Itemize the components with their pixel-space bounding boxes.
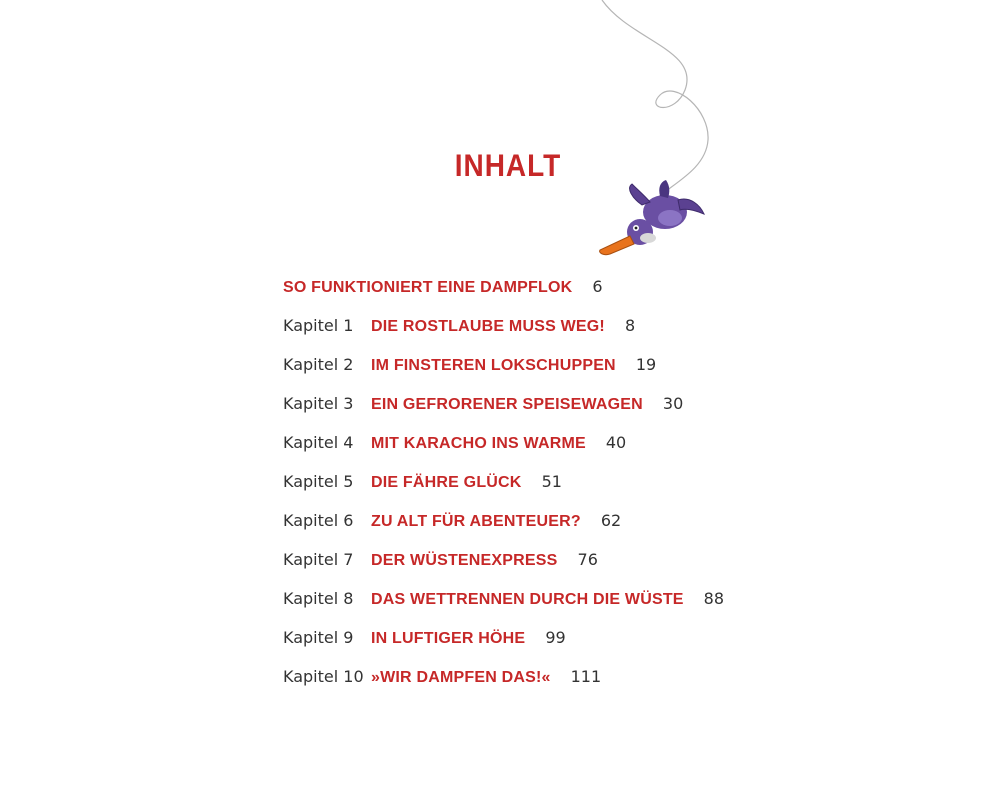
chapter-label: Kapitel 10 [283,667,364,686]
chapter-page-number: 76 [577,550,598,569]
toc-chapter-2[interactable] [283,355,656,379]
chapter-page-number: 51 [541,472,562,491]
chapter-page-number: 62 [600,511,622,530]
chapter-label: Kapitel 2 [283,355,354,374]
string-line [602,0,708,200]
chapter-title: DER WÜSTENEXPRESS [371,552,558,569]
chapter-label: Kapitel 4 [283,433,354,452]
chapter-title: IN LUFTIGER HÖHE [371,630,526,647]
toc-chapter-1[interactable] [283,316,635,340]
toc-intro-entry[interactable] [283,277,603,301]
chapter-label: Kapitel 6 [283,511,354,530]
hanging-bird-icon [590,0,730,270]
toc-chapter-10[interactable] [283,667,601,691]
chapter-title: DAS WETTRENNEN DURCH DIE WÜSTE [371,591,684,608]
chapter-label: Kapitel 5 [283,472,354,491]
chapter-page-number: 99 [545,628,566,647]
bird-tail [659,180,669,198]
chapter-page-number: 40 [605,433,627,452]
toc-chapter-3[interactable] [283,394,683,418]
bird-beak [600,236,634,255]
toc-chapter-6[interactable] [283,511,621,535]
bird-figure [600,180,704,255]
chapter-title: MIT KARACHO INS WARME [371,435,586,452]
bird-belly [658,210,682,226]
toc-chapter-7[interactable] [283,550,598,574]
intro-page-number: 6 [592,277,603,296]
toc-chapter-4[interactable] [283,433,626,457]
chapter-title: DIE FÄHRE GLÜCK [371,474,522,491]
bird-collar [640,233,656,243]
chapter-title: DIE ROSTLAUBE MUSS WEG! [371,318,605,335]
chapter-label: Kapitel 3 [283,394,354,413]
chapter-page-number: 88 [703,589,725,608]
intro-title: SO FUNKTIONIERT EINE DAMPFLOK [283,279,573,296]
chapter-page-number: 8 [624,316,636,335]
chapter-page-number: 30 [662,394,684,413]
toc-chapter-5[interactable] [283,472,562,496]
chapter-label: Kapitel 9 [283,628,354,647]
chapter-title: ZU ALT FÜR ABENTEUER? [371,513,581,530]
chapter-page-number: 19 [635,355,657,374]
chapter-title: IM FINSTEREN LOKSCHUPPEN [371,357,616,374]
toc-chapter-8[interactable] [283,589,724,613]
bird-wing-left [630,184,650,205]
chapter-label: Kapitel 8 [283,589,354,608]
chapter-page-number: 111 [570,667,602,686]
chapter-label: Kapitel 7 [283,550,354,569]
toc-chapter-9[interactable] [283,628,566,652]
chapter-title: »WIR DAMPFEN DAS!« [371,669,551,686]
page-title: INHALT [454,148,562,183]
chapter-label: Kapitel 1 [283,316,354,335]
chapter-title: EIN GEFRORENER SPEISEWAGEN [371,396,643,413]
bird-pupil [635,227,638,230]
